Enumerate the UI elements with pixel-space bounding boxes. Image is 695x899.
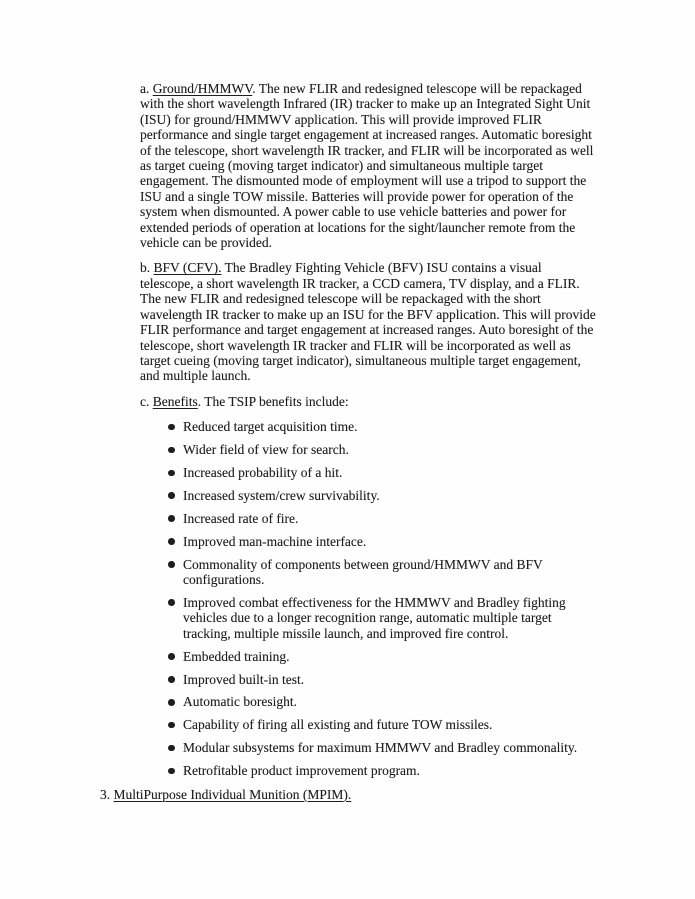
bullet-icon	[168, 424, 175, 431]
list-item-text: Capability of firing all existing and future TOW missiles.	[183, 717, 493, 733]
list-item-text: Wider field of view for search.	[183, 442, 349, 458]
bullet-icon	[168, 768, 175, 775]
list-item	[140, 511, 596, 526]
paragraph-a	[140, 81, 596, 250]
list-item-text: Retrofitable product improvement program.	[183, 763, 420, 779]
paragraph-a-heading: Ground/HMMWV	[152, 81, 253, 96]
list-item	[140, 740, 596, 755]
list-item-text: Reduced target acquisition time.	[183, 419, 358, 435]
list-item-text: Embedded training.	[183, 648, 290, 664]
list-item	[140, 465, 596, 480]
bullet-icon	[168, 653, 175, 660]
list-item	[140, 717, 596, 732]
list-item-text: Increased rate of fire.	[183, 510, 299, 526]
bullet-icon	[168, 722, 175, 729]
paragraph-a-text: . The new FLIR and redesigned telescope will be repackaged with the short wavelength Infrared (IR) tracker to make up an Integrated Sight Unit (ISU) for ground/HMMWV application. This will provide improved FLIR performance and single target engagement at increased ranges. Automatic boresight of the telescope, short wavelength IR tracker, and FLIR will be incorporated as well as target cueing (moving target indicator) and simultaneous multiple target engagement. The dismounted mode of employment will use a tripod to support the ISU and a single TOW missile. Batteries will provide power for operation of the system when dismounted. A power cable to use vehicle batteries and power for extended periods of operation at locations for the sight/launcher remote from the vehicle can be provided.	[140, 81, 594, 251]
paragraph-c	[140, 394, 596, 409]
list-item	[140, 694, 596, 709]
list-item-text: Automatic boresight.	[183, 694, 297, 710]
document-content	[100, 81, 597, 802]
bullet-icon	[168, 599, 175, 606]
list-item	[140, 419, 596, 434]
paragraph-c-heading: Benefits	[152, 393, 198, 409]
bullet-icon	[168, 561, 175, 568]
list-item	[140, 672, 596, 687]
list-item	[140, 534, 596, 549]
paragraph-c-label: c.	[140, 393, 153, 409]
paragraph-b-text: The Bradley Fighting Vehicle (BFV) ISU contains a visual telescope, a short wavelength IR tracker, a CCD camera, TV display, and a FLIR. The new FLIR and redesigned telescope will be repackaged with the short wavelength IR tracker to make up an ISU for the BFV application. This will provide FLIR performance and target engagement at increased ranges. Auto boresight of the telescope, short wavelength IR tracker and FLIR will be incorporated as well as target cueing (moving target indicator), simultaneous multiple target engagement, and multiple launch.	[140, 260, 596, 384]
list-item-text: Improved man-machine interface.	[183, 533, 367, 549]
section-number: 3.	[100, 786, 114, 802]
paragraph-b-label: b.	[140, 260, 154, 276]
list-item	[140, 595, 596, 641]
list-item	[140, 557, 596, 588]
subparagraph-block	[140, 81, 596, 779]
section-title: MultiPurpose Individual Munition (MPIM).	[113, 786, 352, 802]
list-item	[140, 649, 596, 664]
list-item	[140, 488, 596, 503]
paragraph-b	[140, 260, 596, 383]
list-item-text: Improved built-in test.	[183, 671, 305, 687]
bullet-icon	[168, 699, 175, 706]
bullet-icon	[168, 447, 175, 454]
bullet-icon	[168, 745, 175, 752]
bullet-icon	[168, 470, 175, 477]
paragraph-c-text: . The TSIP benefits include:	[197, 393, 349, 409]
benefits-list	[140, 419, 596, 778]
paragraph-b-heading: BFV (CFV).	[153, 260, 222, 276]
list-item-text: Improved combat effectiveness for the HMMWV and Bradley fighting vehicles due to a longer recognition range, automatic multiple target tracking, multiple missile launch, and improved fire control.	[183, 594, 566, 641]
list-item	[140, 763, 596, 778]
bullet-icon	[168, 492, 175, 499]
paragraph-a-label: a.	[140, 81, 153, 96]
list-item	[140, 442, 596, 457]
bullet-icon	[168, 515, 175, 522]
list-item-text: Increased system/crew survivability.	[183, 487, 380, 503]
list-item-text: Commonality of components between ground/HMMWV and BFV configurations.	[183, 556, 543, 587]
bullet-icon	[168, 538, 175, 545]
list-item-text: Modular subsystems for maximum HMMWV and Bradley commonality.	[183, 740, 578, 756]
section-heading-mpim	[100, 787, 597, 802]
list-item-text: Increased probability of a hit.	[183, 464, 343, 480]
bullet-icon	[168, 676, 175, 683]
